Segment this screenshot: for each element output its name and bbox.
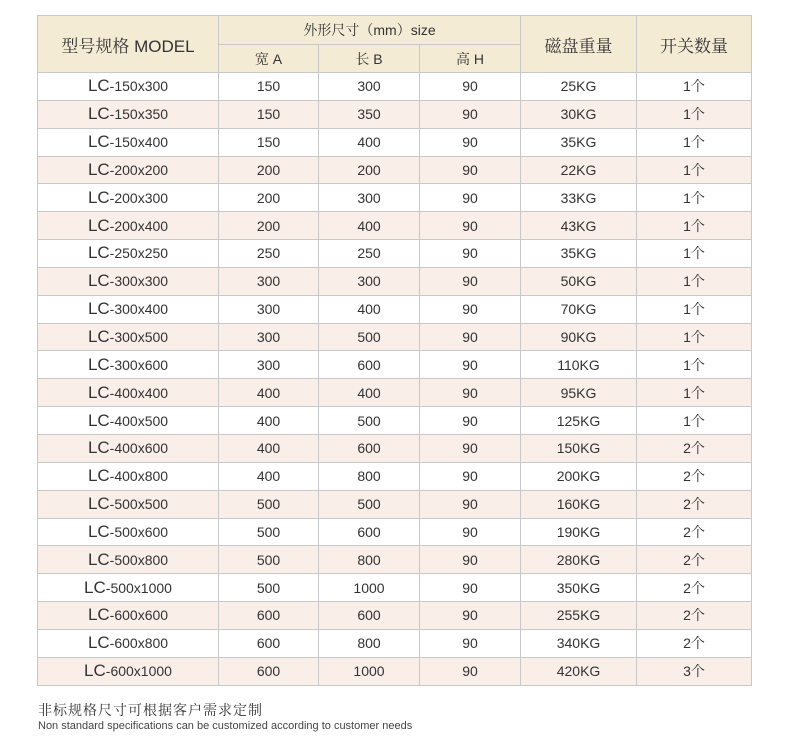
length-cell: 800 xyxy=(319,629,420,657)
model-cell xyxy=(38,657,219,685)
model-prefix: LC xyxy=(87,327,110,347)
weight-cell: 43KG xyxy=(521,212,637,240)
length-cell: 300 xyxy=(319,73,420,101)
model-cell xyxy=(38,462,219,490)
table-row xyxy=(38,73,752,101)
model-prefix: LC xyxy=(87,521,110,541)
width-cell: 400 xyxy=(219,379,319,407)
table-row xyxy=(38,657,752,685)
model-prefix: LC xyxy=(87,410,110,430)
model-size: -150x400 xyxy=(109,134,169,151)
model-cell xyxy=(38,184,219,212)
model-size: -300x300 xyxy=(109,273,169,290)
custom-note-english: Non standard specifications can be customized according to customer needs xyxy=(38,720,413,732)
model-size: -400x800 xyxy=(109,468,169,485)
model-prefix: LC xyxy=(84,661,106,681)
height-cell: 90 xyxy=(420,462,521,490)
table-row xyxy=(38,212,752,240)
length-cell: 600 xyxy=(319,602,420,630)
width-cell: 300 xyxy=(219,267,319,295)
width-cell: 150 xyxy=(219,73,319,101)
model-size: -400x400 xyxy=(109,384,169,401)
weight-cell: 90KG xyxy=(521,323,637,351)
length-cell: 800 xyxy=(319,462,420,490)
switch-count-cell: 2个 xyxy=(637,434,752,462)
switch-count-cell: 1个 xyxy=(637,100,752,128)
model-prefix: LC xyxy=(87,605,110,625)
switch-count-cell: 1个 xyxy=(637,351,752,379)
switch-count-cell: 1个 xyxy=(637,212,752,240)
width-cell: 300 xyxy=(219,323,319,351)
model-size: -500x800 xyxy=(109,551,169,568)
table-row xyxy=(38,602,752,630)
width-cell: 150 xyxy=(219,100,319,128)
model-cell xyxy=(38,267,219,295)
model-cell xyxy=(38,212,219,240)
height-cell: 90 xyxy=(420,379,521,407)
switch-count-cell: 2个 xyxy=(637,574,752,602)
model-size: -200x200 xyxy=(109,161,169,178)
table-row xyxy=(38,351,752,379)
height-cell: 90 xyxy=(420,490,521,518)
width-cell: 250 xyxy=(219,240,319,268)
model-cell xyxy=(38,490,219,518)
model-cell xyxy=(38,156,219,184)
model-prefix: LC xyxy=(87,494,110,514)
weight-cell: 190KG xyxy=(521,518,637,546)
model-cell xyxy=(38,379,219,407)
table-row xyxy=(38,323,752,351)
model-prefix: LC xyxy=(87,438,110,458)
weight-cell: 420KG xyxy=(521,657,637,685)
model-prefix: LC xyxy=(87,354,110,374)
width-cell: 400 xyxy=(219,407,319,435)
weight-cell: 125KG xyxy=(521,407,637,435)
switch-count-cell: 1个 xyxy=(637,323,752,351)
width-cell: 150 xyxy=(219,128,319,156)
switch-count-cell: 1个 xyxy=(637,407,752,435)
width-cell: 300 xyxy=(219,295,319,323)
length-cell: 600 xyxy=(319,518,420,546)
header-model: 型号规格 MODEL xyxy=(38,16,219,73)
model-cell xyxy=(38,240,219,268)
switch-count-cell: 2个 xyxy=(637,518,752,546)
switch-count-cell: 1个 xyxy=(637,128,752,156)
length-cell: 400 xyxy=(319,212,420,240)
model-cell xyxy=(38,73,219,101)
weight-cell: 22KG xyxy=(521,156,637,184)
table-row xyxy=(38,407,752,435)
height-cell: 90 xyxy=(420,128,521,156)
model-prefix: LC xyxy=(87,382,110,402)
header-height: 高 H xyxy=(420,45,521,73)
model-prefix: LC xyxy=(87,76,110,96)
width-cell: 600 xyxy=(219,657,319,685)
weight-cell: 35KG xyxy=(521,128,637,156)
length-cell: 300 xyxy=(319,184,420,212)
header-switches: 开关数量 xyxy=(637,16,752,73)
height-cell: 90 xyxy=(420,323,521,351)
length-cell: 500 xyxy=(319,490,420,518)
height-cell: 90 xyxy=(420,518,521,546)
table-header xyxy=(38,16,752,73)
model-size: -600x1000 xyxy=(105,663,172,680)
table-row xyxy=(38,240,752,268)
length-cell: 500 xyxy=(319,407,420,435)
header-width: 宽 A xyxy=(219,45,319,73)
weight-cell: 110KG xyxy=(521,351,637,379)
table-row xyxy=(38,462,752,490)
height-cell: 90 xyxy=(420,73,521,101)
model-cell xyxy=(38,323,219,351)
switch-count-cell: 1个 xyxy=(637,73,752,101)
switch-count-cell: 2个 xyxy=(637,490,752,518)
length-cell: 400 xyxy=(319,379,420,407)
model-size: -300x500 xyxy=(109,329,169,346)
model-prefix: LC xyxy=(87,299,110,319)
table-row xyxy=(38,490,752,518)
model-size: -500x600 xyxy=(109,523,169,540)
switch-count-cell: 1个 xyxy=(637,295,752,323)
model-size: -500x500 xyxy=(109,496,169,513)
model-prefix: LC xyxy=(87,132,110,152)
spec-table xyxy=(37,15,752,686)
switch-count-cell: 3个 xyxy=(637,657,752,685)
switch-count-cell: 2个 xyxy=(637,462,752,490)
model-size: -600x600 xyxy=(109,607,169,624)
table-row xyxy=(38,434,752,462)
height-cell: 90 xyxy=(420,351,521,379)
table-row xyxy=(38,379,752,407)
model-prefix: LC xyxy=(87,243,110,263)
header-weight: 磁盘重量 xyxy=(521,16,637,73)
height-cell: 90 xyxy=(420,602,521,630)
length-cell: 1000 xyxy=(319,657,420,685)
model-prefix: LC xyxy=(87,104,110,124)
model-cell xyxy=(38,434,219,462)
length-cell: 200 xyxy=(319,156,420,184)
height-cell: 90 xyxy=(420,657,521,685)
width-cell: 400 xyxy=(219,434,319,462)
width-cell: 400 xyxy=(219,462,319,490)
model-size: -200x400 xyxy=(109,217,169,234)
length-cell: 250 xyxy=(319,240,420,268)
weight-cell: 35KG xyxy=(521,240,637,268)
model-prefix: LC xyxy=(87,187,110,207)
width-cell: 500 xyxy=(219,574,319,602)
table-row xyxy=(38,574,752,602)
height-cell: 90 xyxy=(420,212,521,240)
model-cell xyxy=(38,546,219,574)
switch-count-cell: 1个 xyxy=(637,267,752,295)
height-cell: 90 xyxy=(420,629,521,657)
model-size: -300x600 xyxy=(109,356,169,373)
weight-cell: 200KG xyxy=(521,462,637,490)
width-cell: 200 xyxy=(219,212,319,240)
width-cell: 200 xyxy=(219,184,319,212)
model-size: -600x800 xyxy=(109,635,169,652)
table-row xyxy=(38,100,752,128)
model-size: -400x500 xyxy=(109,412,169,429)
table-row xyxy=(38,184,752,212)
length-cell: 600 xyxy=(319,434,420,462)
model-size: -400x600 xyxy=(109,440,169,457)
length-cell: 800 xyxy=(319,546,420,574)
model-cell xyxy=(38,574,219,602)
model-size: -200x300 xyxy=(109,189,169,206)
model-cell xyxy=(38,518,219,546)
weight-cell: 350KG xyxy=(521,574,637,602)
width-cell: 200 xyxy=(219,156,319,184)
model-prefix: LC xyxy=(87,549,110,569)
weight-cell: 50KG xyxy=(521,267,637,295)
height-cell: 90 xyxy=(420,407,521,435)
model-prefix: LC xyxy=(87,271,110,291)
model-prefix: LC xyxy=(87,466,110,486)
width-cell: 500 xyxy=(219,490,319,518)
table-row xyxy=(38,267,752,295)
height-cell: 90 xyxy=(420,184,521,212)
height-cell: 90 xyxy=(420,156,521,184)
table-row xyxy=(38,629,752,657)
switch-count-cell: 2个 xyxy=(637,602,752,630)
height-cell: 90 xyxy=(420,240,521,268)
weight-cell: 25KG xyxy=(521,73,637,101)
length-cell: 400 xyxy=(319,295,420,323)
model-prefix: LC xyxy=(87,159,110,179)
weight-cell: 95KG xyxy=(521,379,637,407)
custom-note-chinese: 非标规格尺寸可根据客户需求定制 xyxy=(38,702,263,718)
model-cell xyxy=(38,295,219,323)
length-cell: 350 xyxy=(319,100,420,128)
table-row xyxy=(38,295,752,323)
weight-cell: 340KG xyxy=(521,629,637,657)
model-size: -300x400 xyxy=(109,301,169,318)
table-body xyxy=(38,73,752,686)
length-cell: 300 xyxy=(319,267,420,295)
width-cell: 600 xyxy=(219,629,319,657)
table-row xyxy=(38,156,752,184)
weight-cell: 33KG xyxy=(521,184,637,212)
length-cell: 500 xyxy=(319,323,420,351)
model-prefix: LC xyxy=(87,633,110,653)
switch-count-cell: 1个 xyxy=(637,240,752,268)
switch-count-cell: 1个 xyxy=(637,156,752,184)
width-cell: 300 xyxy=(219,351,319,379)
weight-cell: 70KG xyxy=(521,295,637,323)
length-cell: 1000 xyxy=(319,574,420,602)
table-row xyxy=(38,128,752,156)
header-dimensions: 外形尺寸（mm）size xyxy=(219,16,521,45)
header-length: 长 B xyxy=(319,45,420,73)
weight-cell: 255KG xyxy=(521,602,637,630)
table-row xyxy=(38,546,752,574)
width-cell: 600 xyxy=(219,602,319,630)
height-cell: 90 xyxy=(420,574,521,602)
switch-count-cell: 2个 xyxy=(637,546,752,574)
model-cell xyxy=(38,629,219,657)
weight-cell: 30KG xyxy=(521,100,637,128)
table-row xyxy=(38,518,752,546)
height-cell: 90 xyxy=(420,434,521,462)
switch-count-cell: 1个 xyxy=(637,379,752,407)
model-cell xyxy=(38,351,219,379)
width-cell: 500 xyxy=(219,546,319,574)
model-size: -250x250 xyxy=(109,245,169,262)
weight-cell: 280KG xyxy=(521,546,637,574)
height-cell: 90 xyxy=(420,100,521,128)
width-cell: 500 xyxy=(219,518,319,546)
model-cell xyxy=(38,100,219,128)
length-cell: 400 xyxy=(319,128,420,156)
model-size: -150x350 xyxy=(109,106,169,123)
model-size: -500x1000 xyxy=(105,579,172,596)
model-cell xyxy=(38,602,219,630)
weight-cell: 150KG xyxy=(521,434,637,462)
switch-count-cell: 1个 xyxy=(637,184,752,212)
height-cell: 90 xyxy=(420,546,521,574)
model-prefix: LC xyxy=(87,215,110,235)
model-cell xyxy=(38,128,219,156)
height-cell: 90 xyxy=(420,267,521,295)
weight-cell: 160KG xyxy=(521,490,637,518)
length-cell: 600 xyxy=(319,351,420,379)
model-size: -150x300 xyxy=(109,78,169,95)
model-cell xyxy=(38,407,219,435)
model-prefix: LC xyxy=(84,577,106,597)
switch-count-cell: 2个 xyxy=(637,629,752,657)
height-cell: 90 xyxy=(420,295,521,323)
